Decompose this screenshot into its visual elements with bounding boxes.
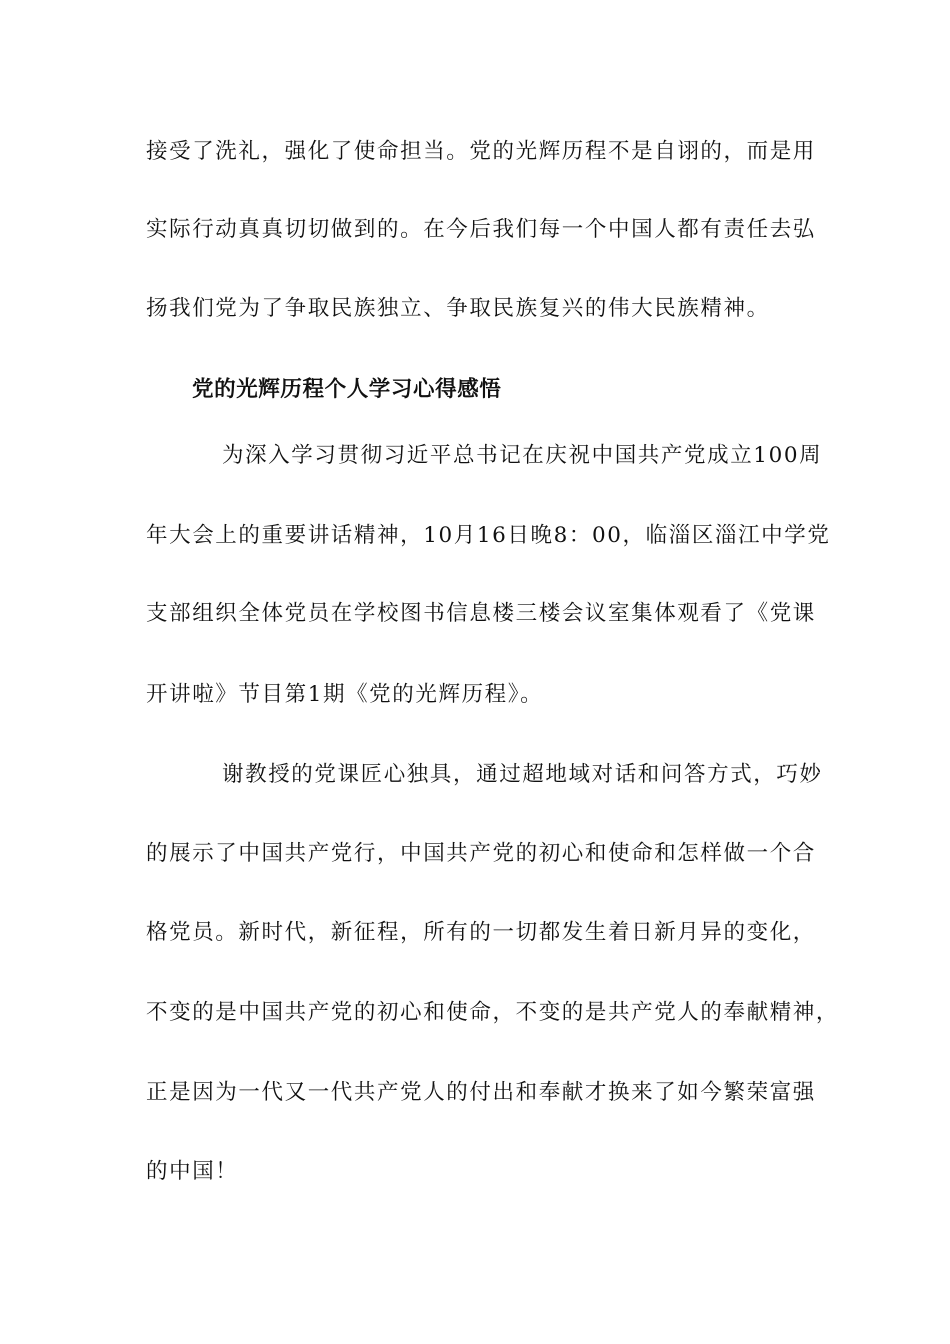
paragraph-line: 接受了洗礼，强化了使命担当。党的光辉历程不是自诩的，而是用: [146, 139, 816, 164]
paragraph-line: 不变的是中国共产党的初心和使命，不变的是共产党人的奉献精神，: [146, 1000, 840, 1025]
paragraph-line: 的中国！: [146, 1159, 239, 1184]
paragraph-line: 正是因为一代又一代共产党人的付出和奉献才换来了如今繁荣富强: [146, 1080, 816, 1105]
paragraph-line: 支部组织全体党员在学校图书信息楼三楼会议室集体观看了《党课: [146, 601, 816, 626]
paragraph-line: 实际行动真真切切做到的。在今后我们每一个中国人都有责任去弘: [146, 217, 816, 242]
paragraph-line: 格党员。新时代，新征程，所有的一切都发生着日新月异的变化，: [146, 920, 816, 945]
paragraph-line: 开讲啦》节目第1期《党的光辉历程》。: [146, 682, 544, 707]
paragraph-line: 为深入学习贯彻习近平总书记在庆祝中国共产党成立100周: [222, 443, 823, 468]
paragraph-line: 年大会上的重要讲话精神，10月16日晚8：00，临淄区淄江中学党: [146, 523, 831, 548]
paragraph-line: 的展示了中国共产党行，中国共产党的初心和使命和怎样做一个合: [146, 841, 816, 866]
section-heading: 党的光辉历程个人学习心得感悟: [192, 377, 502, 402]
paragraph-line: 谢教授的党课匠心独具，通过超地域对话和问答方式，巧妙: [222, 762, 823, 787]
paragraph-line: 扬我们党为了争取民族独立、争取民族复兴的伟大民族精神。: [146, 296, 770, 321]
